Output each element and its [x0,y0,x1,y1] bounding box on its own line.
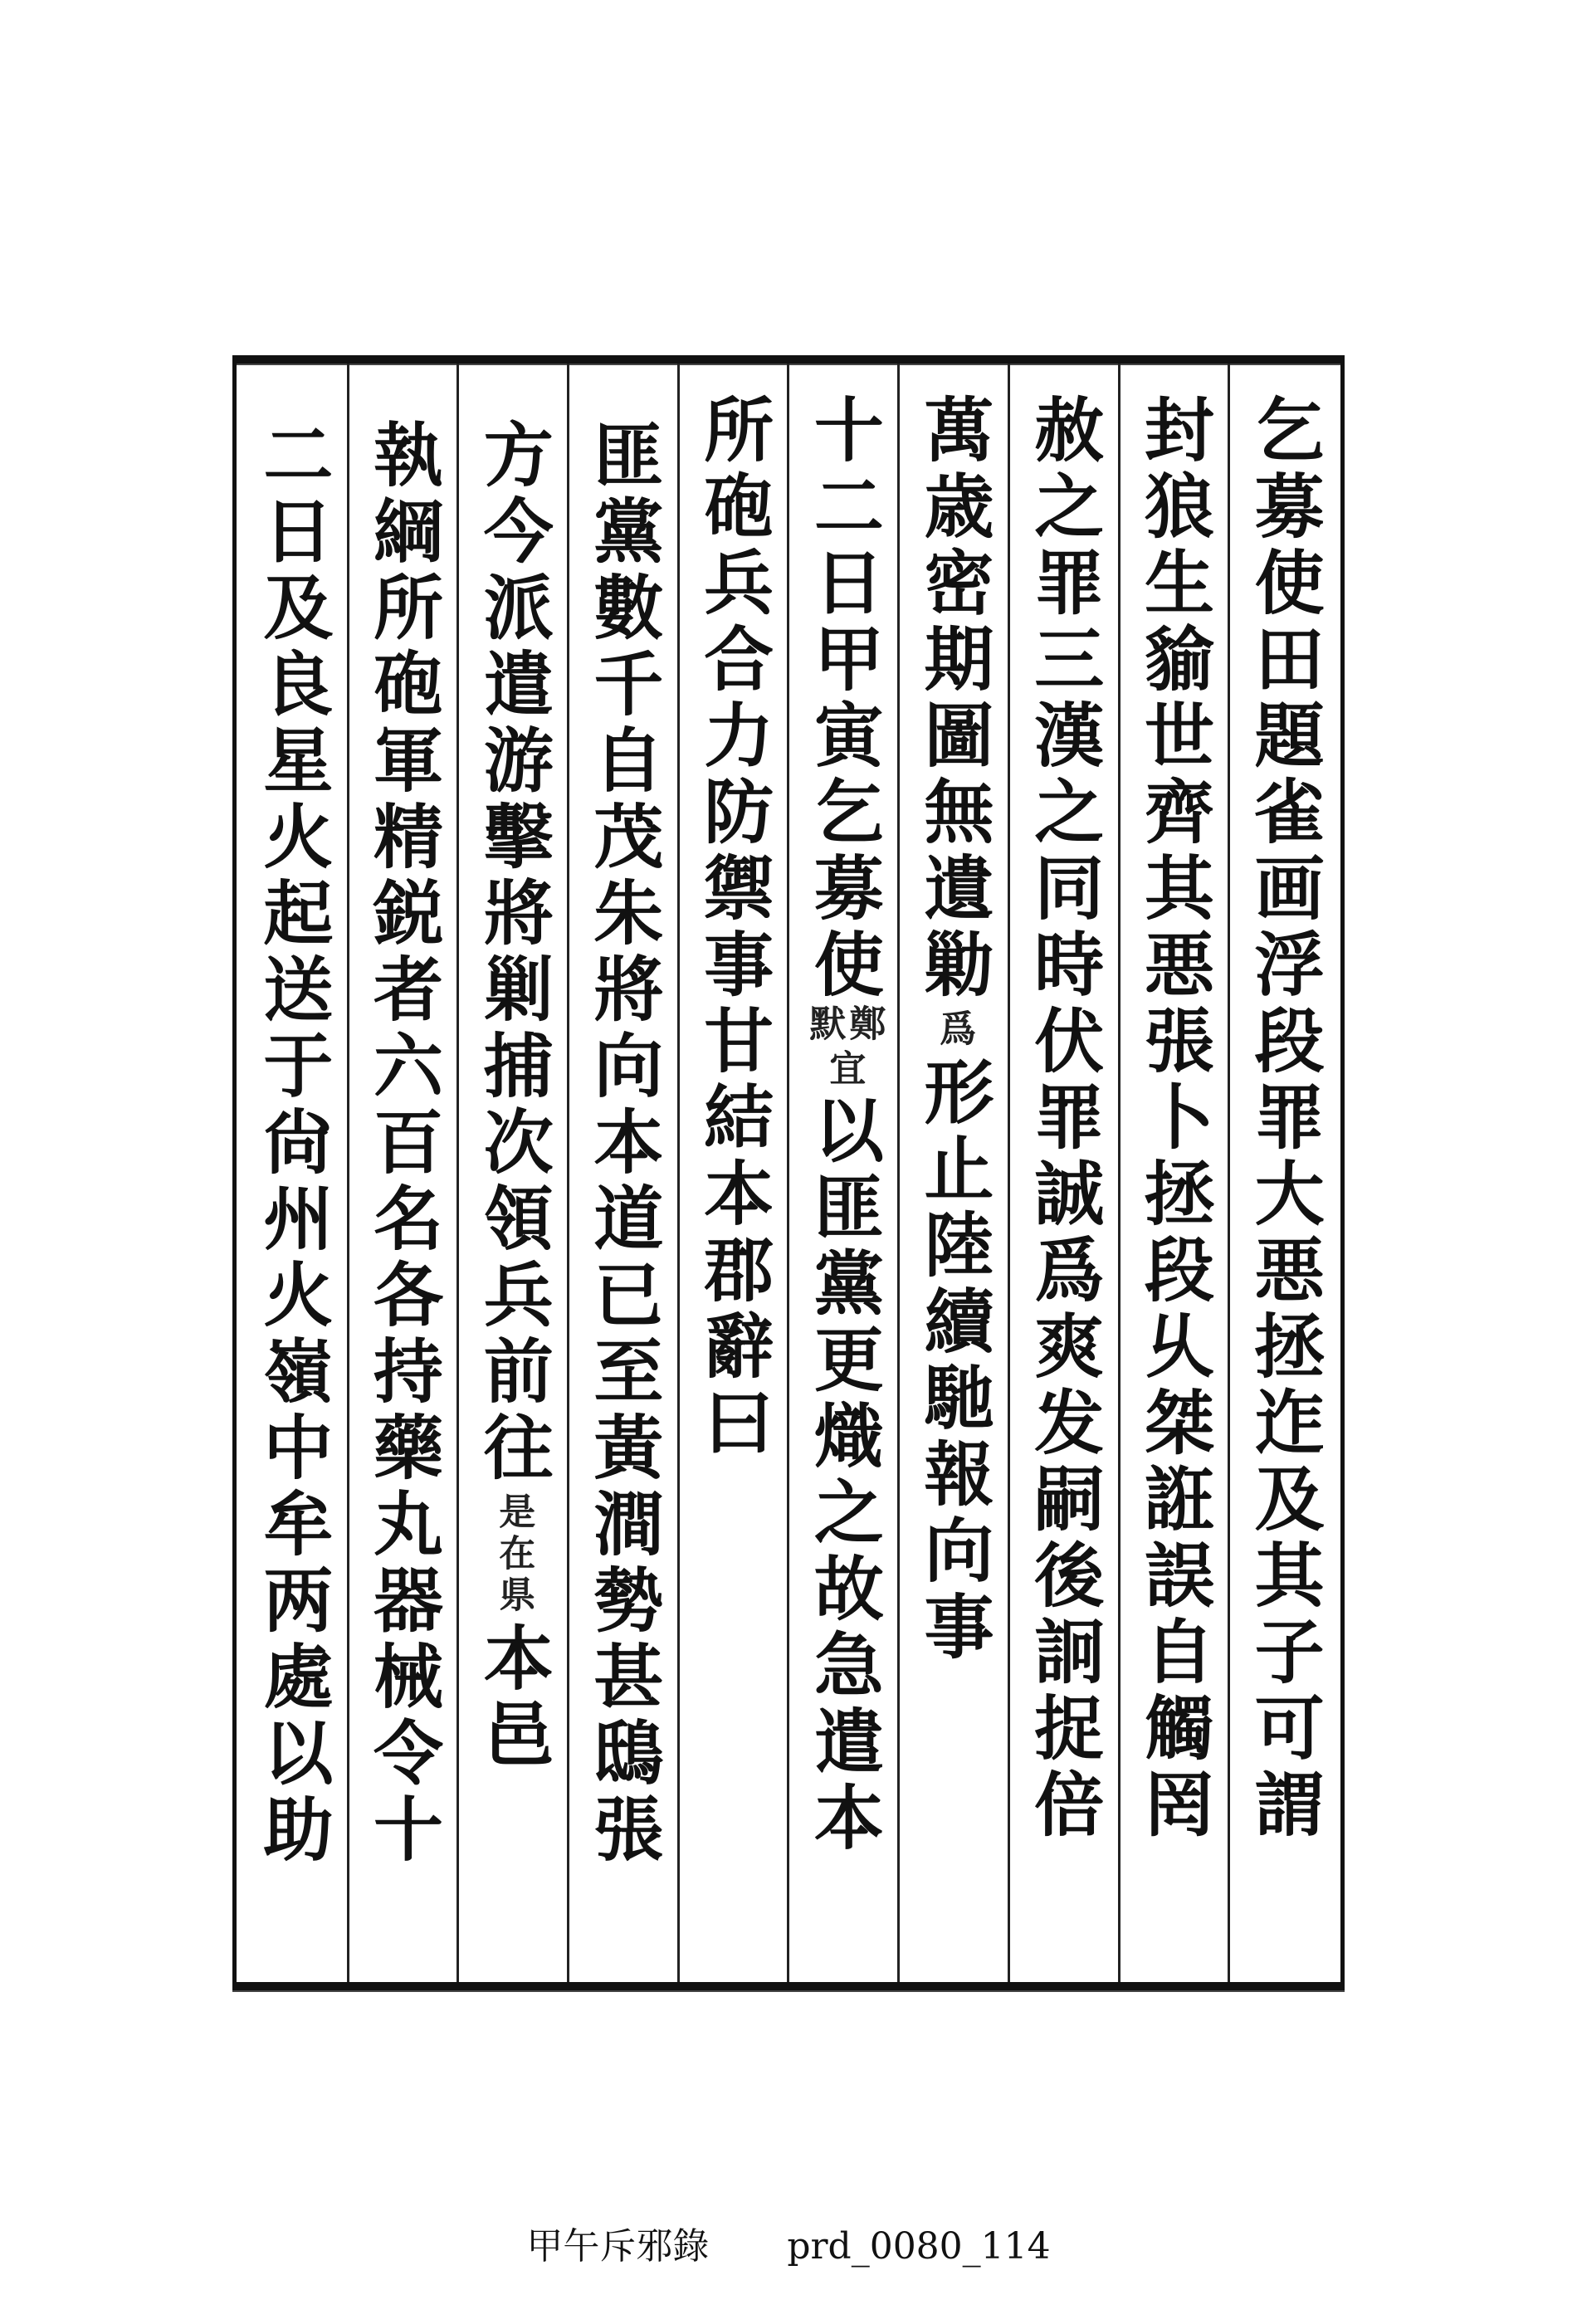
text-column-4 [897,364,1008,1982]
column-text: 萬歳密期圖無遺勦 [913,393,996,1004]
column-text: 赦之罪三漢之同時伏罪誠爲爽发嗣後詗捉倍 [1023,393,1106,1844]
text-column-1 [1228,364,1338,1982]
column-text-continued: 本邑 [472,1622,555,1775]
book-title: 甲午斥邪錄 [526,2225,710,2268]
page-id: prd_0080_114 [787,2225,1051,2268]
interlinear-note: 宜 [823,1049,866,1091]
left-border-rule [232,355,237,1990]
text-column-3 [1008,364,1118,1982]
bottom-border-rule [232,1982,1345,1990]
column-text: 執綱所砲軍精鋭者六百名各持藥丸器械令十 [362,418,445,1869]
right-border-rule [1340,355,1345,1990]
column-text: 封狼生貐世齊其悪張卜拯段乆桀誑誤自觸罔 [1133,393,1216,1844]
page-footer [0,2216,1577,2269]
column-text: 匪黨數千自茂朱將向本道已至黃澗勢甚鴟張 [582,418,665,1869]
column-text: 二日及良星火起送于尙州火嶺中牟两處以助 [251,418,334,1869]
text-column-10 [239,364,347,1982]
text-column-2 [1118,364,1228,1982]
interlinear-note: 爲 [933,1009,976,1051]
interlinear-note-pair [803,1004,886,1046]
column-text-continued: 以匪黨更熾之故急遣本 [803,1094,886,1858]
interlinear-note: 默 [803,1004,846,1046]
top-border-rule [232,355,1345,364]
interlinear-note: 是 [492,1492,535,1534]
column-text: 所砲兵合力防禦事甘結本郡辭曰 [692,393,775,1462]
text-columns [239,364,1338,1982]
text-column-5 [787,364,897,1982]
interlinear-note: 在 [492,1534,535,1575]
column-text: 方今派遣游擊將剿捕次領兵前往 [472,418,555,1487]
column-text: 十二日甲寅乞募使 [803,393,886,1004]
text-column-9 [347,364,457,1982]
interlinear-note-group [492,1492,535,1617]
page-frame [232,355,1345,1990]
text-column-8 [456,364,567,1982]
interlinear-note: 鄭 [842,1004,886,1046]
column-text-continued: 形止陸續馳報向事 [913,1056,996,1667]
text-column-7 [567,364,677,1982]
interlinear-note: 県 [492,1575,535,1617]
column-text: 乞募使田題雀画浮段罪大悪拯迮及其子可謂 [1243,393,1326,1844]
text-column-6 [677,364,788,1982]
